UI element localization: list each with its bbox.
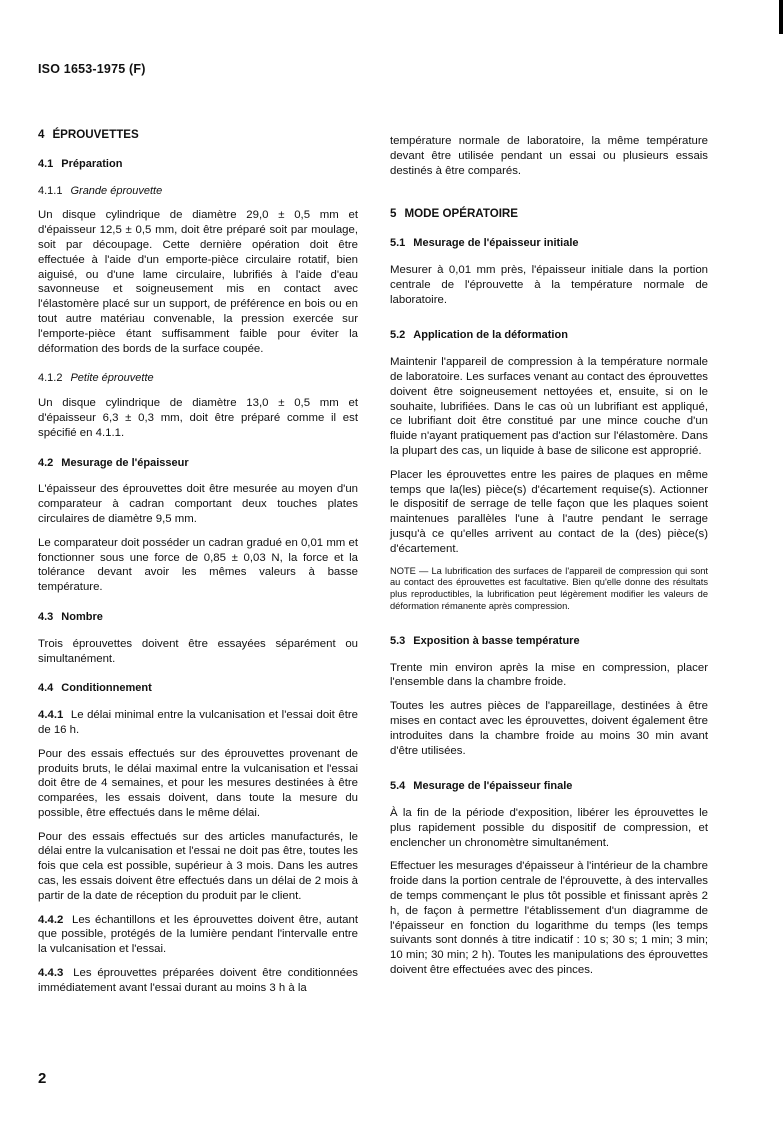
document-reference: ISO 1653-1975 (F)	[38, 62, 146, 76]
section-4-4-1-text: 4.4.1 Le délai minimal entre la vulcanisation et l'essai doit être de 16 h.	[38, 709, 358, 736]
section-5-3-paragraph-1: Trente min environ après la mise en compression, placer l'ensemble dans la chambre froide.	[390, 661, 708, 689]
section-4-1-2-heading: 4.1.2 Petite éprouvette	[38, 372, 154, 385]
section-5-heading: 5 MODE OPÉRATOIRE	[390, 207, 519, 221]
section-4-heading: 4 ÉPROUVETTES	[38, 128, 139, 141]
left-column	[38, 128, 358, 1005]
section-4-3-text: Trois éprouvettes doivent être essayées séparément ou simultanément.	[38, 637, 358, 665]
section-4-3-heading: 4.3 Nombre	[38, 610, 103, 623]
page-number: 2	[38, 1070, 47, 1087]
section-5-1-heading: 5.1 Mesurage de l'épaisseur initiale	[390, 237, 579, 250]
section-4-4-1-paragraph-3: Pour des essais effectués sur des articles manufacturés, le délai entre la vulcanisation et l'essai ne doit pas être, toutes les fois que cela est possible, supérieur à 3 mois. Dans les autres cas, les essais doivent être effectués dans un délai de 2 mois à partir de la date de réception du produit par le client.	[38, 830, 358, 902]
page-edge-mark	[779, 0, 783, 34]
section-4-4-3-text: 4.4.3 Les éprouvettes préparées doivent être conditionnées immédiatement avant l'essai durant au moins 3 h à la	[38, 967, 358, 994]
continued-text: température normale de laboratoire, la même température devant être utilisée pendant un essai ou plusieurs essais destinés à être comparés.	[390, 135, 708, 177]
section-5-4-paragraph-2: Effectuer les mesurages d'épaisseur à l'intérieur de la chambre froide dans la portion centrale de l'éprouvette, à des intervalles de temps commençant le plus tôt possible et finissant après 2 h, de façon à permettre l'établissement d'un diagramme de l'épaisseur en fonction du logarithme du temps (les temps suivants sont donnés à titre indicatif : 10 s; 30 s; 1 min; 3 min; 10 min; 30 min; 2 h). Toutes les manipulations des éprouvettes doivent être effectuées avec des pinces.	[390, 860, 708, 977]
section-5-2-paragraph-2: Placer les éprouvettes entre les paires de plaques en même temps que la(les) pièce(s) d'écartement requise(s). Actionner le dispositif de serrage de telle façon que les plaques soient maintenues parallèles l'une à l'autre pendant le serrage jusqu'à ce qu'elles arrivent au contact de la (des) pièce(s) d'écartement.	[390, 468, 708, 555]
section-4-1-1-text: Un disque cylindrique de diamètre 29,0 ± 0,5 mm et d'épaisseur 12,5 ± 0,5 mm, doit être préparé soit par moulage, soit par découpage. Cette dernière opération doit être effectuée à l'aide d'un emporte-pièce circulaire rotatif, bien aiguisé, ou d'une lame circulaire, lubrifiés à l'aide d'eau savonneuse et soigneusement mis en contact avec l'élastomère placé sur un support, de préférence en bois ou en tout autre matériau convenable, la pression exercée sur l'emporte-pièce étant suffisamment faible pour éviter la déformation des bords de la surface coupée.	[38, 209, 358, 355]
section-5-4-heading: 5.4 Mesurage de l'épaisseur finale	[390, 780, 573, 793]
section-4-2-paragraph-1: L'épaisseur des éprouvettes doit être mesurée au moyen d'un comparateur à cadran comportant deux touches plates circulaires de diamètre 9,5 mm.	[38, 483, 358, 525]
section-5-4-paragraph-1: À la fin de la période d'exposition, libérer les éprouvettes le plus rapidement possible du dispositif de compression, et enclencher un chronomètre simultanément.	[390, 807, 708, 849]
section-5-1-text: Mesurer à 0,01 mm près, l'épaisseur initiale dans la portion centrale de l'éprouvette à la température normale de laboratoire.	[390, 263, 708, 306]
section-4-1-1-heading: 4.1.1 Grande éprouvette	[38, 184, 163, 197]
section-5-3-heading: 5.3 Exposition à basse température	[390, 634, 580, 647]
section-5-3-paragraph-2: Toutes les autres pièces de l'appareillage, destinées à être mises en contact avec les éprouvettes, doivent également être introduites dans la chambre froide au moins 30 min avant d'être utilisées.	[390, 700, 708, 757]
section-4-2-paragraph-2: Le comparateur doit posséder un cadran gradué en 0,01 mm et fonctionner sous une force de 0,85 ± 0,03 N, la force et la tolérance devant avoir les mêmes valeurs à basse température.	[38, 536, 358, 594]
section-4-1-heading: 4.1 Préparation	[38, 157, 123, 170]
section-4-2-heading: 4.2 Mesurage de l'épaisseur	[38, 456, 189, 469]
section-5-2-note: NOTE — La lubrification des surfaces de l'appareil de compression qui sont au contact des éprouvettes est facultative. Bien qu'elle donne des résultats plus reproductibles, la lubrification peut légèrement modifier les valeurs de déformation rémanente après compression.	[390, 565, 708, 611]
section-5-2-paragraph-1: Maintenir l'appareil de compression à la température normale de laboratoire. Les surfaces venant au contact des éprouvettes doivent être soigneusement nettoyées et, ensuite, si on le souhaite, lubrifiées. Dans le cas où un lubrifiant est appliqué, ce lubrifiant doit être constitué par une mince couche d'un fluide n'ayant pratiquement pas d'action sur l'élastomère. Dans la plupart des cas, un liquide à base de silicone est approprié.	[390, 356, 708, 457]
section-5-2-heading: 5.2 Application de la déformation	[390, 329, 568, 342]
section-4-4-2-text: 4.4.2 Les échantillons et les éprouvettes doivent être, autant que possible, protégés de la lumière pendant l'intervalle entre la vulcanisation et l'essai.	[38, 913, 358, 956]
section-4-4-heading: 4.4 Conditionnement	[38, 682, 152, 695]
section-4-1-2-text: Un disque cylindrique de diamètre 13,0 ± 0,5 mm et d'épaisseur 6,3 ± 0,3 mm, doit être préparé comme il est spécifié en 4.1.1.	[38, 397, 358, 439]
right-column	[390, 134, 708, 987]
section-4-4-1-paragraph-2: Pour des essais effectués sur des éprouvettes provenant de produits bruts, le délai maximal entre la vulcanisation et l'essai doit être de 4 semaines, et pour les mesures destinées à être comparées, les essais doivent, dans toute la mesure du possible, être effectués dans le même délai.	[38, 747, 358, 819]
